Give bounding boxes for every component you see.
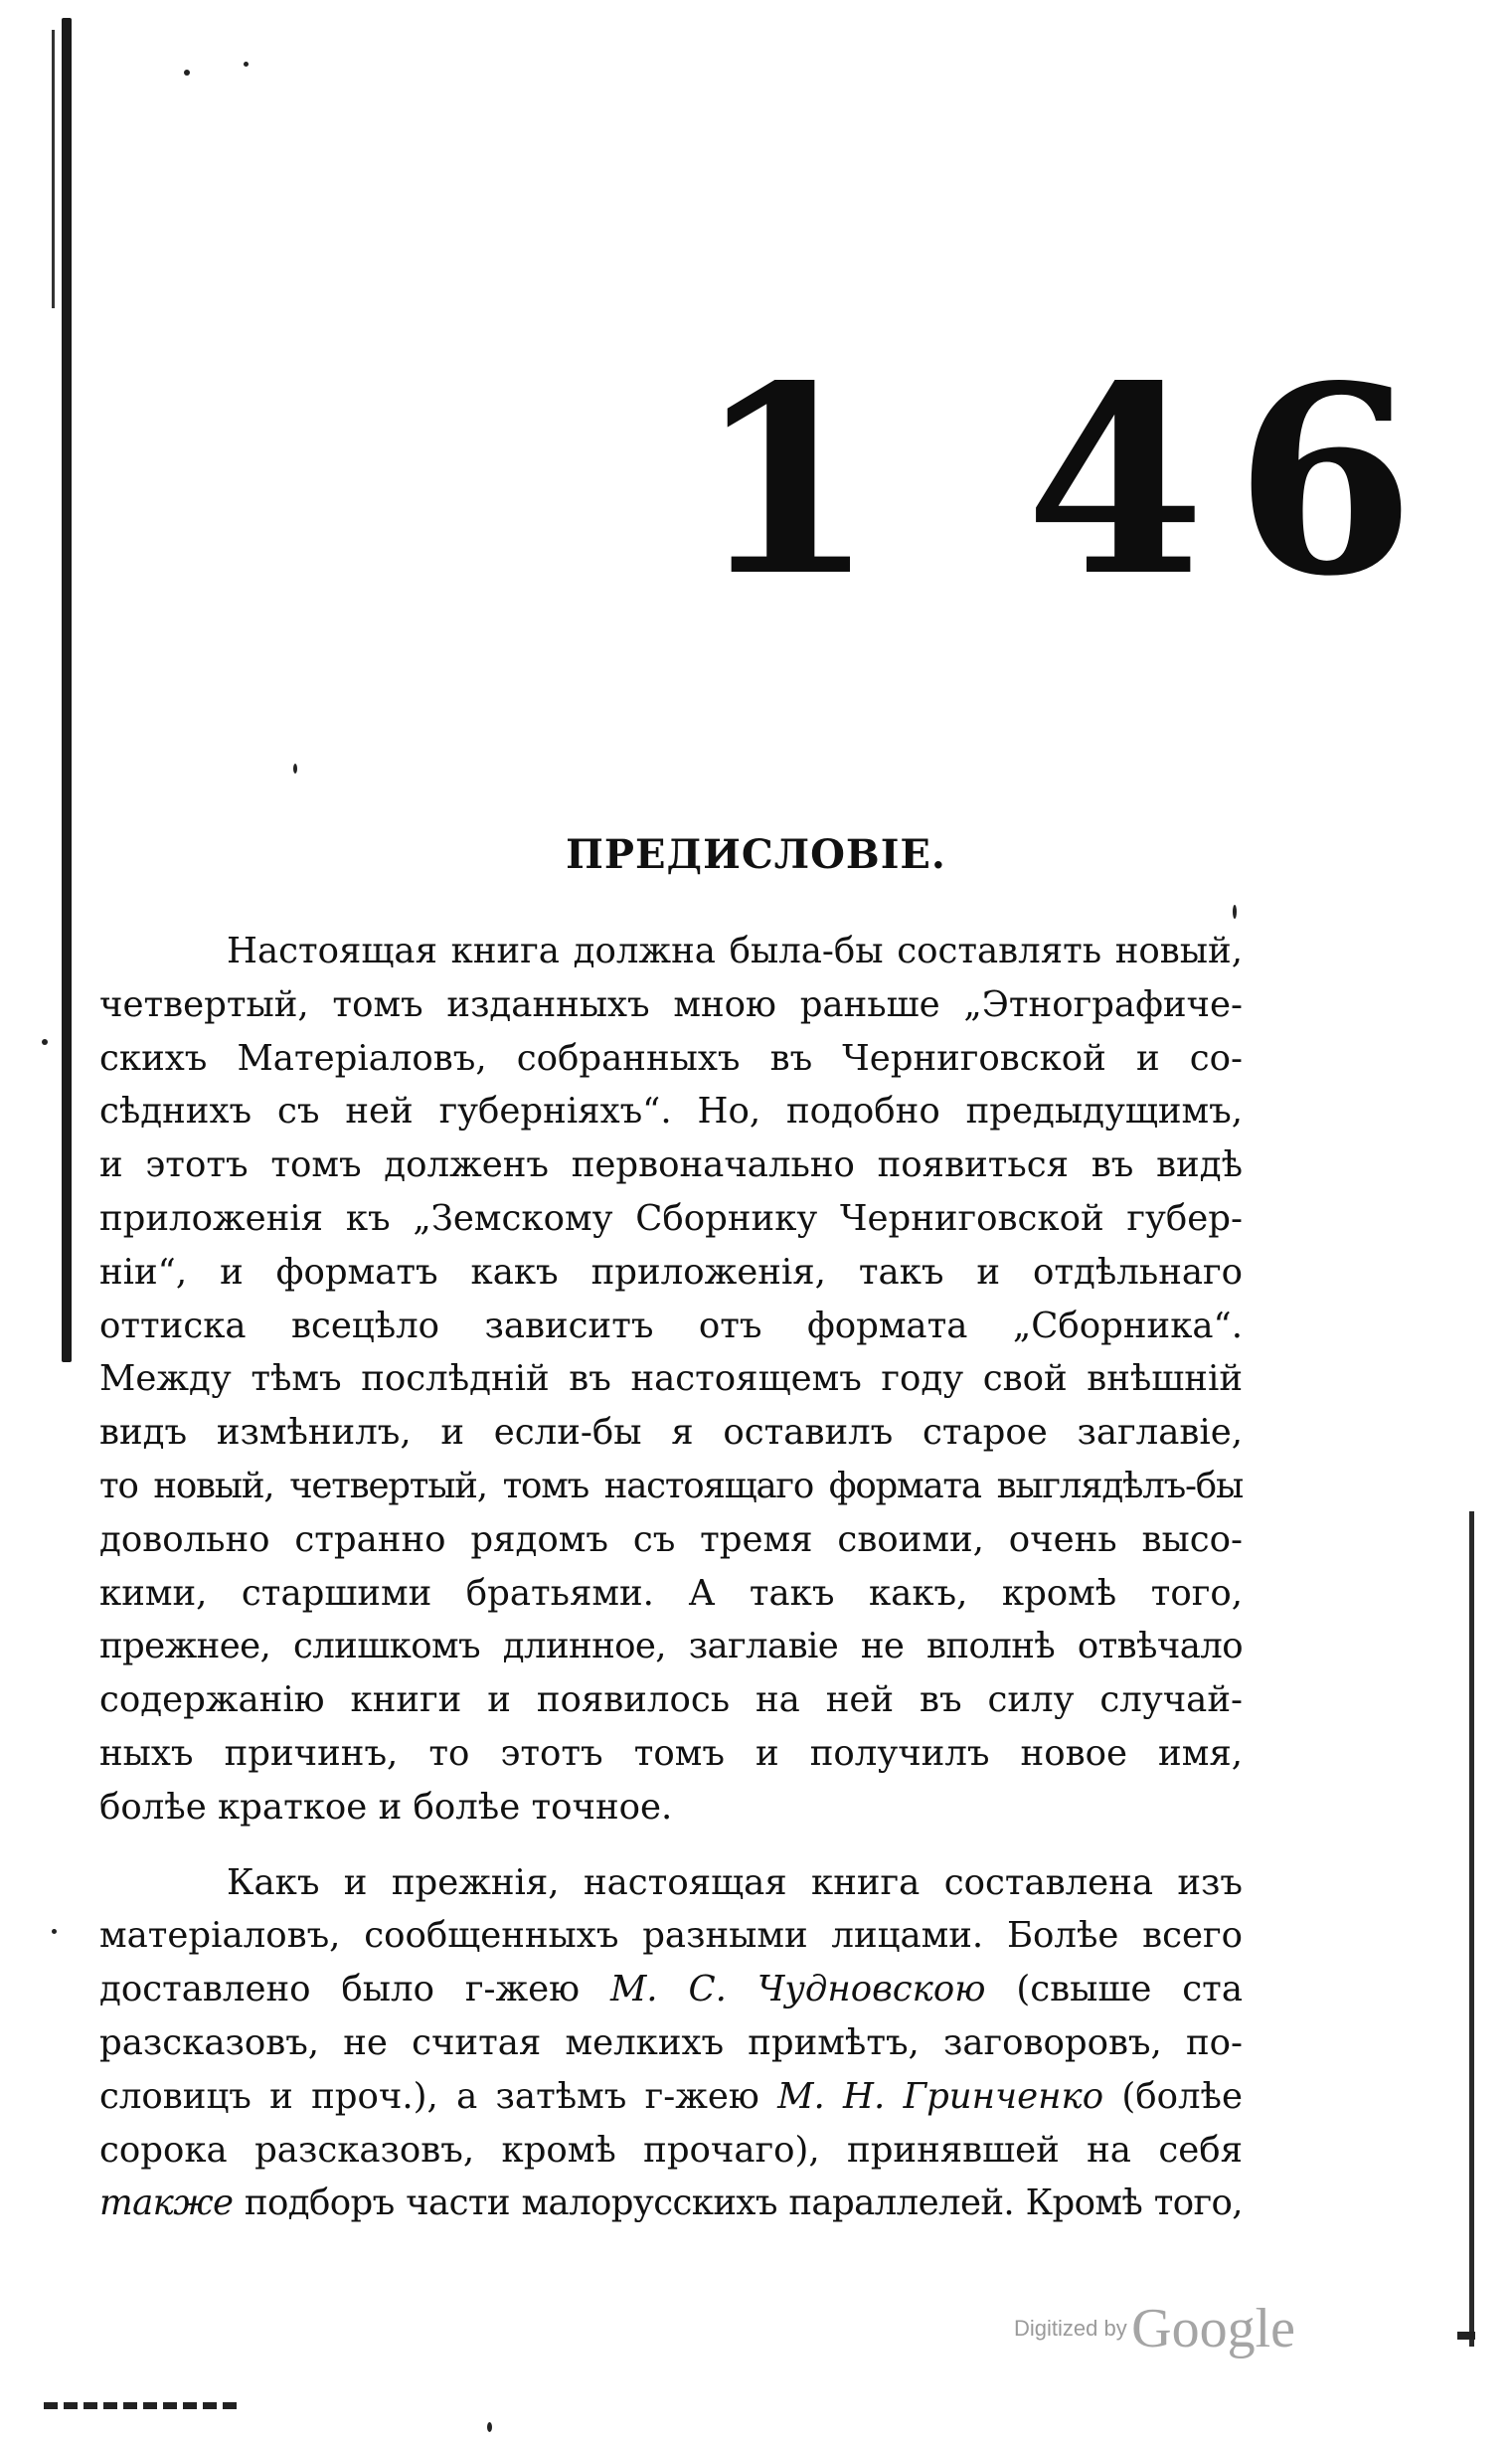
speck [244, 62, 249, 67]
text-line: четвертый, томъ изданныхъ мною раньше „Этнографиче- [99, 983, 1243, 1025]
speck [42, 1039, 48, 1045]
text-line: Какъ и прежнія, настоящая книга составлена изъ [227, 1861, 1243, 1903]
speck [184, 70, 190, 76]
text-line: Настоящая книга должна была-бы составлять новый, [227, 931, 1243, 971]
scan-edge-left-thin [52, 30, 55, 308]
digitized-by-watermark [1014, 2297, 1295, 2360]
text-line [99, 1963, 1243, 2016]
text-line: болѣе краткое и болѣе точное. [99, 1786, 673, 1828]
text-line: прежнее, слишкомъ длинное, заглавіе не вполнѣ отвѣчало [99, 1626, 1243, 1667]
text-line [99, 2070, 1243, 2124]
text-line: матеріаловъ, сообщенныхъ разными лицами. Болѣе всего [99, 1915, 1243, 1957]
paragraph-2 [99, 1856, 1243, 2231]
scan-edge-right-hook [1457, 2332, 1475, 2340]
text-line: Между тѣмъ послѣдній въ настоящемъ году свой внѣшній [99, 1358, 1243, 1400]
speck [52, 1929, 57, 1934]
shelf-number: 1 46 [696, 330, 1445, 633]
watermark-prefix: Digitized by [1014, 2316, 1127, 2341]
body-text [99, 925, 1243, 2230]
text-run: подборъ части малорусскихъ параллелей. Кромѣ того, [233, 2182, 1243, 2224]
paragraph-1 [99, 925, 1243, 1834]
page-heading: ПРЕДИСЛОВІЕ. [566, 831, 946, 878]
speck [293, 764, 297, 774]
text-run: словицъ и проч.), а затѣмъ г-жею [99, 2075, 778, 2117]
text-line: ніи“, и форматъ какъ приложенія, такъ и отдѣльнаго [99, 1251, 1243, 1293]
text-line [99, 2177, 1243, 2230]
speck [1233, 905, 1237, 919]
text-run: доставлено было г-жею [99, 1969, 610, 2010]
text-line: разсказовъ, не считая мелкихъ примѣтъ, заговоровъ, по- [99, 2021, 1243, 2063]
emphasized-word: также [99, 2182, 234, 2224]
text-line: содержанію книги и появилось на ней въ силу случай- [99, 1679, 1243, 1721]
scan-edge-bottom [44, 2402, 243, 2409]
scan-edge-left [62, 18, 72, 1362]
text-line: то новый, четвертый, томъ настоящаго формата выглядѣлъ-бы [99, 1465, 1243, 1506]
person-name: М. С. Чудновскою [609, 1969, 986, 2010]
text-line: и этотъ томъ долженъ первоначально появиться въ видѣ [99, 1144, 1243, 1186]
text-line: довольно странно рядомъ съ тремя своими, очень высо- [99, 1518, 1243, 1560]
text-line: сѣднихъ съ ней губерніяхъ“. Но, подобно предыдущимъ, [99, 1091, 1243, 1133]
text-line: ныхъ причинъ, то этотъ томъ и получилъ новое имя, [99, 1732, 1243, 1774]
scan-edge-right [1469, 1511, 1474, 2347]
text-line: сорока разсказовъ, кромѣ прочаго), принявшей на себя [99, 2129, 1243, 2171]
text-line: скихъ Матеріаловъ, собранныхъ въ Черниговской и со- [99, 1037, 1243, 1079]
text-line: кими, старшими братьями. А такъ какъ, кромѣ того, [99, 1572, 1243, 1614]
text-line: приложенія къ „Земскому Сборнику Черниговской губер- [99, 1197, 1243, 1239]
text-line: оттиска всецѣло зависитъ отъ формата „Сборника“. [99, 1305, 1243, 1346]
text-run: (свыше ста [985, 1969, 1243, 2010]
speck [487, 2422, 492, 2432]
person-name: М. Н. Гринченко [777, 2075, 1104, 2117]
text-run: (болѣе [1103, 2075, 1243, 2117]
text-line: видъ измѣнилъ, и если-бы я оставилъ старое заглавіе, [99, 1412, 1243, 1454]
google-logo: Google [1131, 2298, 1296, 2359]
